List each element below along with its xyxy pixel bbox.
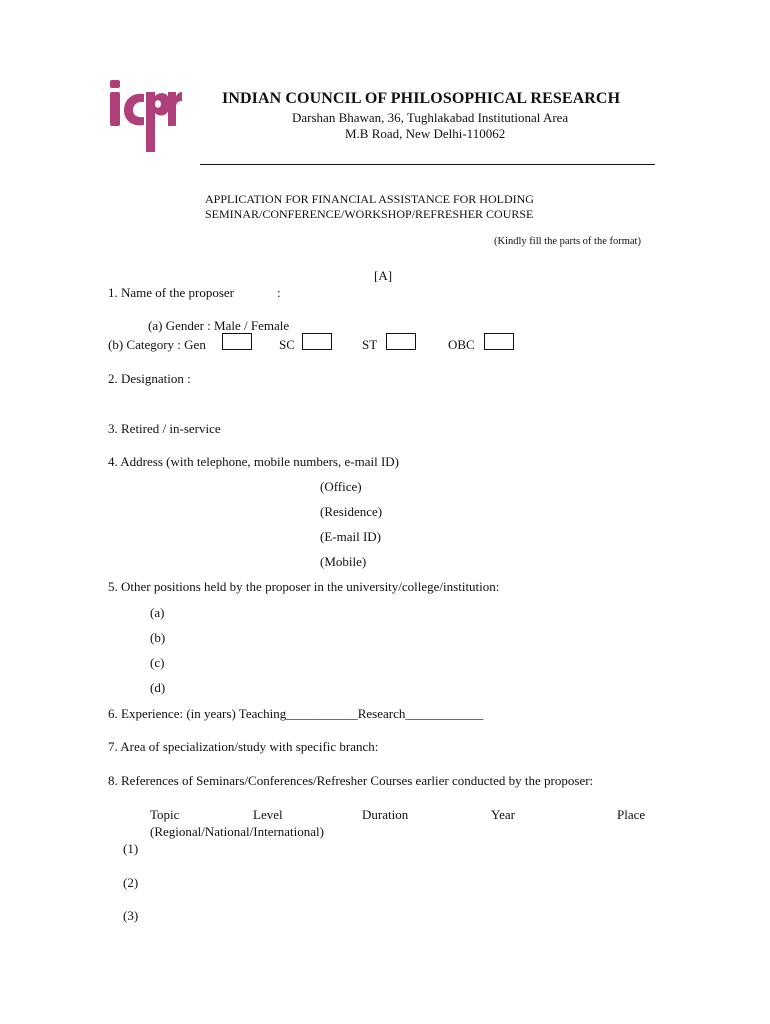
address-line-2: M.B Road, New Delhi-110062 bbox=[345, 126, 506, 141]
ref-header-year: Year bbox=[491, 807, 515, 822]
ref-row: (2) bbox=[123, 875, 139, 890]
experience-label: 6. Experience: (in years) Teaching___________Research____________ bbox=[108, 706, 484, 721]
form-title-line-1: APPLICATION FOR FINANCIAL ASSISTANCE FOR HOLDING bbox=[205, 192, 534, 206]
ref-header-topic: Topic bbox=[150, 807, 180, 822]
ref-header-duration: Duration bbox=[362, 807, 409, 822]
fill-instruction: (Kindly fill the parts of the format) bbox=[494, 236, 641, 247]
form-title-line-2: SEMINAR/CONFERENCE/WORKSHOP/REFRESHER COURSE bbox=[205, 207, 534, 221]
ref-header-place: Place bbox=[617, 807, 646, 822]
address-office: (Office) bbox=[320, 479, 362, 494]
position-item: (a) bbox=[150, 605, 165, 620]
references-label: 8. References of Seminars/Conferences/Refresher Courses earlier conducted by the proposer: bbox=[108, 773, 594, 788]
category-label: (b) Category : Gen bbox=[108, 337, 206, 352]
ref-row: (3) bbox=[123, 908, 139, 923]
address-label: 4. Address (with telephone, mobile numbers, e-mail ID) bbox=[108, 454, 399, 469]
position-item: (b) bbox=[150, 630, 166, 645]
designation-label: 2. Designation : bbox=[108, 371, 191, 386]
icpr-logo bbox=[108, 78, 182, 154]
category-gen-checkbox[interactable] bbox=[222, 333, 252, 350]
category-st-checkbox[interactable] bbox=[386, 333, 416, 350]
specialization-label: 7. Area of specialization/study with specific branch: bbox=[108, 739, 379, 754]
header-divider bbox=[200, 164, 655, 165]
gender-label: (a) Gender : Male / Female bbox=[148, 318, 290, 333]
address-residence: (Residence) bbox=[320, 504, 383, 519]
address-mobile: (Mobile) bbox=[320, 554, 367, 569]
category-sc-label: SC bbox=[279, 337, 295, 352]
address-email: (E-mail ID) bbox=[320, 529, 382, 544]
category-obc-label: OBC bbox=[448, 337, 475, 352]
ref-row: (1) bbox=[123, 841, 139, 856]
ref-header-level: Level bbox=[253, 807, 283, 822]
other-positions-label: 5. Other positions held by the proposer in the university/college/institution: bbox=[108, 579, 500, 594]
organization-name: INDIAN COUNCIL OF PHILOSOPHICAL RESEARCH bbox=[222, 90, 621, 107]
address-line-1: Darshan Bhawan, 36, Tughlakabad Institutional Area bbox=[292, 110, 569, 125]
section-label: [A] bbox=[374, 268, 393, 283]
proposer-name-label: 1. Name of the proposer bbox=[108, 285, 234, 300]
category-obc-checkbox[interactable] bbox=[484, 333, 514, 350]
proposer-name-colon: : bbox=[277, 285, 281, 300]
retired-label: 3. Retired / in-service bbox=[108, 421, 221, 436]
position-item: (d) bbox=[150, 680, 166, 695]
position-item: (c) bbox=[150, 655, 165, 670]
ref-header-level-sub: (Regional/National/International) bbox=[150, 824, 324, 839]
category-st-label: ST bbox=[362, 337, 378, 352]
category-sc-checkbox[interactable] bbox=[302, 333, 332, 350]
